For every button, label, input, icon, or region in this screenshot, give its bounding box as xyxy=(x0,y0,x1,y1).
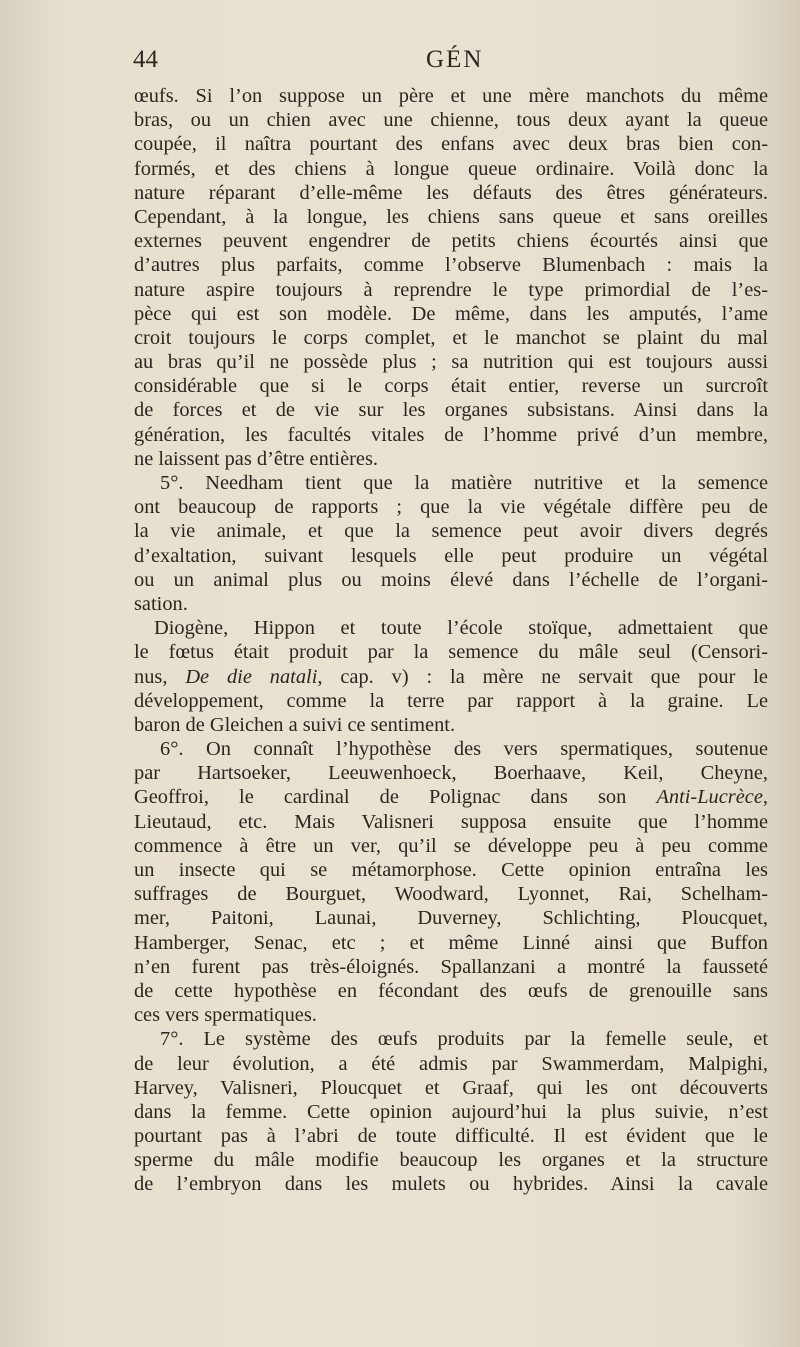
text-line: Cependant, à la longue, les chiens sans queue et sans oreilles xyxy=(134,205,768,228)
text-line: bras, ou un chien avec une chienne, tous deux ayant la queue xyxy=(134,109,768,132)
text-line: de cette hypothèse en fécondant des œufs de grenouille sans xyxy=(134,979,768,1002)
text-line: externes peuvent engendrer de petits chiens écourtés ainsi que xyxy=(134,230,768,253)
text-line: Harvey, Valisneri, Ploucquet et Graaf, qui les ont découverts xyxy=(134,1076,768,1099)
text-line: nature aspire toujours à reprendre le type primordial de l’es- xyxy=(134,278,768,301)
text-line: Lieutaud, etc. Mais Valisneri supposa ensuite que l’homme xyxy=(134,810,768,833)
text-line: 7°. Le système des œufs produits par la femelle seule, et xyxy=(160,1028,768,1051)
text-line: pèce qui est son modèle. De même, dans les amputés, l’ame xyxy=(134,302,768,325)
text-line: Diogène, Hippon et toute l’école stoïque, admettaient que xyxy=(154,617,768,640)
text-fragment: nus, xyxy=(134,665,186,688)
text-line: dans la femme. Cette opinion aujourd’hui la plus suivie, n’est xyxy=(134,1100,768,1123)
text-line-mixed xyxy=(134,785,768,809)
italic-title: De die natali xyxy=(185,665,318,688)
text-line: ne laissent pas d’être entières. xyxy=(134,447,379,470)
text-fragment: , xyxy=(762,786,768,809)
body-text xyxy=(134,84,768,1197)
text-line: 6°. On connaît l’hypothèse des vers spermatiques, soutenue xyxy=(160,738,768,761)
text-line: génération, les facultés vitales de l’homme privé d’un membre, xyxy=(134,423,768,446)
text-line: d’exaltation, suivant lesquels elle peut produire un végétal xyxy=(134,544,768,567)
text-line: ces vers spermatiques. xyxy=(134,1004,317,1027)
text-line: baron de Gleichen a suivi ce sentiment. xyxy=(134,713,456,736)
italic-title: Anti-Lucrèce xyxy=(656,786,763,809)
text-line: de forces et de vie sur les organes subsistans. Ainsi dans la xyxy=(134,399,768,422)
text-line: ont beaucoup de rapports ; que la vie végétale diffère peu de xyxy=(134,496,768,519)
text-line: Hamberger, Senac, etc ; et même Linné ainsi que Buffon xyxy=(134,931,768,954)
text-line: n’en furent pas très-éloignés. Spallanzani a montré la fausseté xyxy=(134,955,768,978)
text-line: de leur évolution, a été admis par Swammerdam, Malpighi, xyxy=(134,1052,768,1075)
running-head: GÉN xyxy=(426,46,484,73)
page-number: 44 xyxy=(133,46,158,73)
text-line: œufs. Si l’on suppose un père et une mère manchots du même xyxy=(134,85,768,107)
text-line: développement, comme la terre par rapport à la graine. Le xyxy=(134,689,768,712)
text-line: un insecte qui se métamorphose. Cette opinion entraîna les xyxy=(134,859,768,881)
text-line: mer, Paitoni, Launai, Duverney, Schlichting, Ploucquet, xyxy=(134,907,768,930)
text-line: 5°. Needham tient que la matière nutritive et la semence xyxy=(160,472,768,494)
text-line-mixed xyxy=(134,665,768,689)
text-line: par Hartsoeker, Leeuwenhoeck, Boerhaave, Keil, Cheyne, xyxy=(134,762,768,785)
text-line: considérable que si le corps était entier, reverse un surcroît xyxy=(134,375,768,398)
text-fragment: Geoffroi, le cardinal de Polignac dans son xyxy=(134,786,657,809)
text-line: croit toujours le corps complet, et le manchot se plaint du mal xyxy=(134,326,768,349)
text-line: formés, et des chiens à longue queue ordinaire. Voilà donc la xyxy=(134,157,768,180)
text-line: la vie animale, et que la semence peut avoir divers degrés xyxy=(134,520,768,543)
text-line: pourtant pas à l’abri de toute difficulté. Il est évident que le xyxy=(134,1125,768,1148)
text-line: de l’embryon dans les mulets ou hybrides. Ainsi la cavale xyxy=(134,1173,768,1196)
text-line: suffrages de Bourguet, Woodward, Lyonnet, Rai, Schelham- xyxy=(134,883,768,906)
text-fragment: , cap. v) : la mère ne servait que pour le xyxy=(317,665,768,688)
text-line: nature réparant d’elle-même les défauts des êtres générateurs. xyxy=(134,181,768,204)
text-line: commence à être un ver, qu’il se développe peu à peu comme xyxy=(134,834,768,857)
text-line: le fœtus était produit par la semence du mâle seul (Censori- xyxy=(134,641,768,664)
text-line: d’autres plus parfaits, comme l’observe Blumenbach : mais la xyxy=(134,254,768,277)
text-line: au bras qu’il ne possède plus ; sa nutrition qui est toujours aussi xyxy=(134,351,768,374)
page-header xyxy=(0,44,800,84)
text-line: sperme du mâle modifie beaucoup les organes et la structure xyxy=(134,1149,768,1172)
text-line: coupée, il naîtra pourtant des enfans avec deux bras bien con- xyxy=(134,133,768,156)
text-line: ou un animal plus ou moins élevé dans l’échelle de l’organi- xyxy=(134,568,768,591)
text-line: sation. xyxy=(134,592,188,615)
